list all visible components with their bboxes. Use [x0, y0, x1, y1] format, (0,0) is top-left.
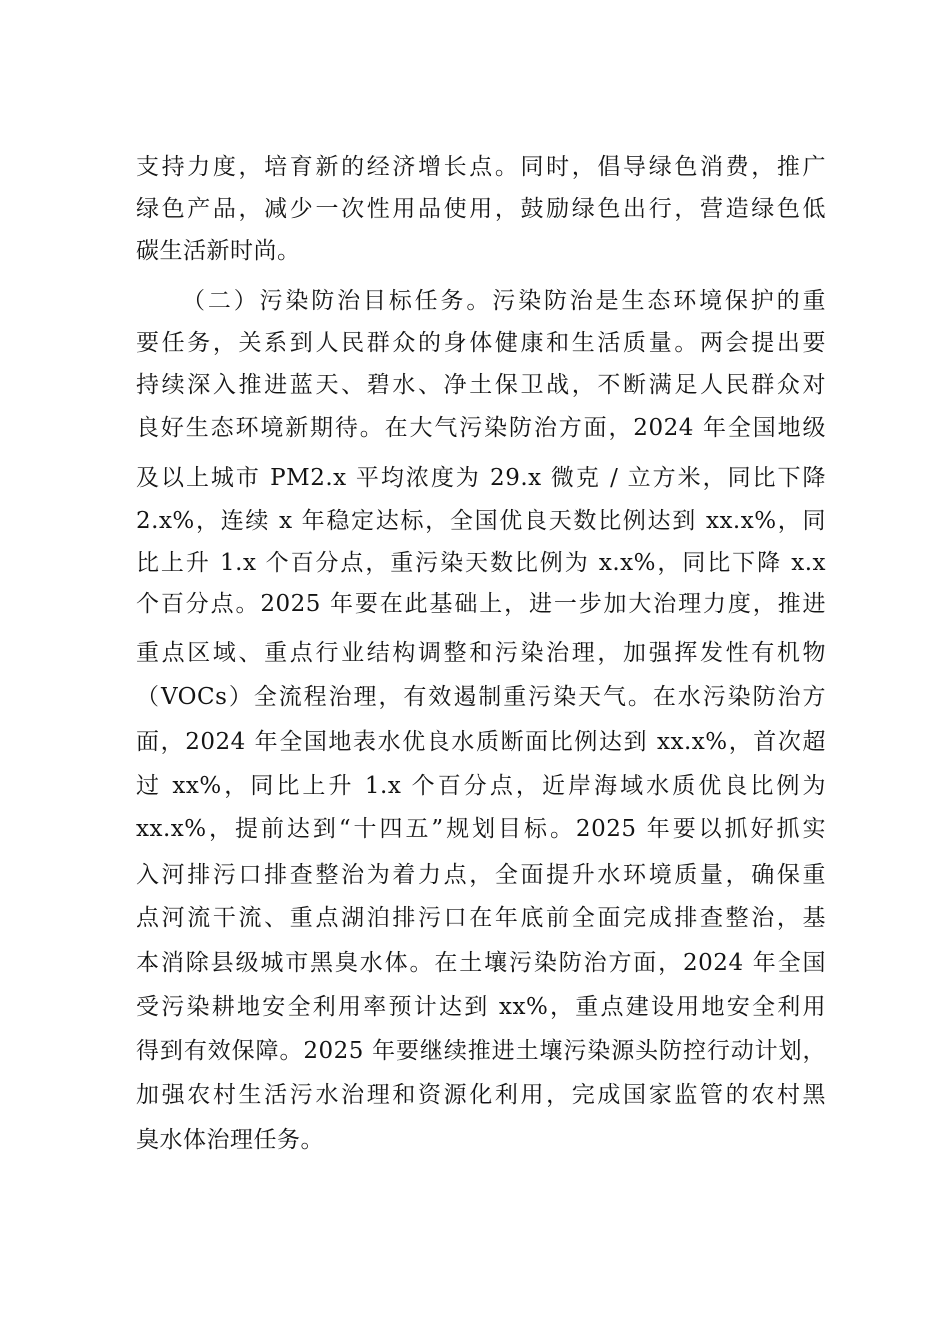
paragraph-2-line-16: 本消除县级城市黑臭水体。在土壤污染防治方面，2024 年全国 — [136, 950, 826, 976]
paragraph-2-line-14: 入河排污口排查整治为着力点，全面提升水环境质量，确保重 — [136, 862, 826, 888]
paragraph-2-line-17: 受污染耕地安全利用率预计达到 xx%，重点建设用地安全利用 — [136, 994, 826, 1020]
paragraph-2-line-11: 面，2024 年全国地表水优良水质断面比例达到 xx.x%，首次超 — [136, 729, 826, 755]
paragraph-2-line-18: 得到有效保障。2025 年要继续推进土壤污染源头防控行动计划， — [136, 1038, 826, 1064]
paragraph-2-line-13: xx.x%，提前达到“十四五”规划目标。2025 年要以抓好抓实 — [136, 816, 826, 842]
paragraph-2-line-7: 比上升 1.x 个百分点，重污染天数比例为 x.x%，同比下降 x.x — [136, 550, 826, 576]
paragraph-2-line-19: 加强农村生活污水治理和资源化利用，完成国家监管的农村黑 — [136, 1082, 826, 1108]
paragraph-1-line-2: 绿色产品，减少一次性用品使用，鼓励绿色出行，营造绿色低 — [136, 196, 826, 222]
paragraph-1-line-1: 支持力度，培育新的经济增长点。同时，倡导绿色消费，推广 — [136, 154, 826, 180]
paragraph-2-line-2: 要任务，关系到人民群众的身体健康和生活质量。两会提出要 — [136, 330, 826, 356]
paragraph-2-line-15: 点河流干流、重点湖泊排污口在年底前全面完成排查整治，基 — [136, 905, 826, 931]
paragraph-2-line-10: （VOCs）全流程治理，有效遏制重污染天气。在水污染防治方 — [136, 684, 826, 710]
paragraph-2-line-8: 个百分点。2025 年要在此基础上，进一步加大治理力度，推进 — [136, 591, 826, 617]
paragraph-2-line-1: （二）污染防治目标任务。污染防治是生态环境保护的重 — [182, 288, 826, 314]
paragraph-2-line-5: 及以上城市 PM2.x 平均浓度为 29.x 微克 / 立方米，同比下降 — [136, 465, 826, 491]
paragraph-2-line-6: 2.x%，连续 x 年稳定达标，全国优良天数比例达到 xx.x%，同 — [136, 508, 826, 534]
paragraph-2-line-9: 重点区域、重点行业结构调整和污染治理，加强挥发性有机物 — [136, 640, 826, 666]
paragraph-1-line-3: 碳生活新时尚。 — [136, 238, 301, 264]
paragraph-2-line-12: 过 xx%，同比上升 1.x 个百分点，近岸海域水质优良比例为 — [136, 773, 826, 799]
paragraph-2-line-3: 持续深入推进蓝天、碧水、净土保卫战，不断满足人民群众对 — [136, 372, 826, 398]
paragraph-2-line-20: 臭水体治理任务。 — [136, 1127, 324, 1153]
paragraph-2-line-4: 良好生态环境新期待。在大气污染防治方面，2024 年全国地级 — [136, 415, 826, 441]
